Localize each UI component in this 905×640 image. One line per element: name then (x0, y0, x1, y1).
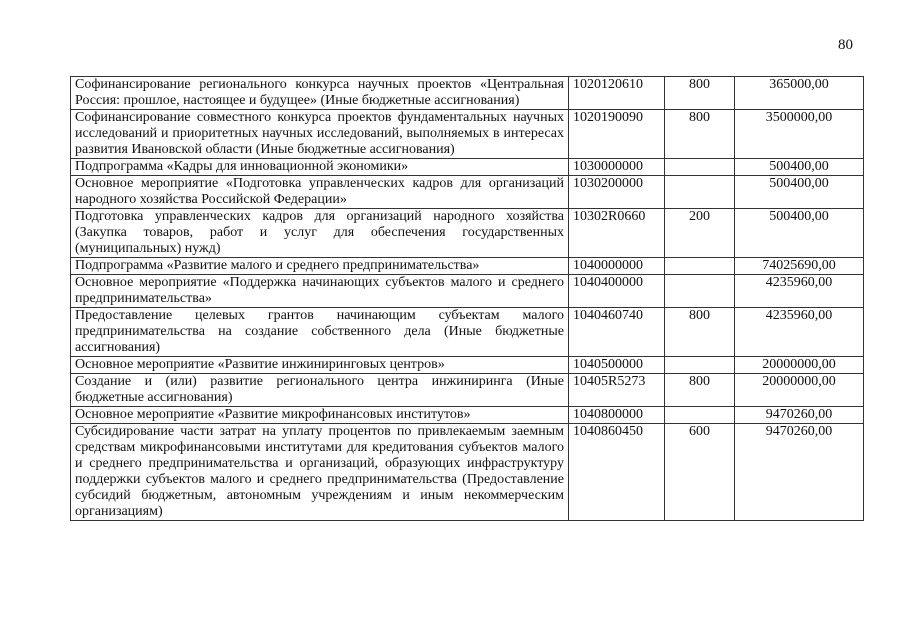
row-name: Софинансирование совместного конкурса проектов фундаментальных научных исследований и приоритетных научных исследований, выполняемых в интересах развития Ивановской области (Иные бюджетные ассигнования) (71, 110, 569, 159)
row-amount: 9470260,00 (735, 424, 864, 521)
row-name: Субсидирование части затрат на уплату процентов по привлекаемым заемным средствам микрофинансовыми институтами для кредитования субъектов малого и среднего предпринимательства и организаций, образующих инфраструктуру поддержки субъектов малого и среднего предпринимательства (Предоставление субсидий бюджетным, автономным учреждениям и иным некоммерческим организациям) (71, 424, 569, 521)
row-name: Софинансирование регионального конкурса научных проектов «Центральная Россия: прошлое, настоящее и будущее» (Иные бюджетные ассигнования) (71, 77, 569, 110)
row-amount: 20000000,00 (735, 357, 864, 374)
row-code: 1040500000 (569, 357, 665, 374)
table-row (71, 110, 864, 159)
row-amount: 4235960,00 (735, 308, 864, 357)
table-row (71, 357, 864, 374)
row-code: 1030200000 (569, 176, 665, 209)
table-row (71, 209, 864, 258)
row-type (665, 357, 735, 374)
row-name: Подготовка управленческих кадров для организаций народного хозяйства (Закупка товаров, работ и услуг для обеспечения государственных (муниципальных) нужд) (71, 209, 569, 258)
row-type (665, 159, 735, 176)
row-type: 600 (665, 424, 735, 521)
row-code: 1040000000 (569, 258, 665, 275)
row-amount: 500400,00 (735, 159, 864, 176)
row-amount: 20000000,00 (735, 374, 864, 407)
table-row (71, 308, 864, 357)
row-name: Предоставление целевых грантов начинающим субъектам малого предпринимательства на создание собственного дела (Иные бюджетные ассигнования) (71, 308, 569, 357)
row-code: 1040460740 (569, 308, 665, 357)
row-amount: 3500000,00 (735, 110, 864, 159)
row-name: Основное мероприятие «Развитие инжиниринговых центров» (71, 357, 569, 374)
row-name: Основное мероприятие «Поддержка начинающих субъектов малого и среднего предпринимательства» (71, 275, 569, 308)
row-amount: 500400,00 (735, 209, 864, 258)
table-row (71, 159, 864, 176)
table-row (71, 374, 864, 407)
row-code: 10405R5273 (569, 374, 665, 407)
row-code: 10302R0660 (569, 209, 665, 258)
row-code: 1020190090 (569, 110, 665, 159)
row-code: 1040860450 (569, 424, 665, 521)
page-number: 80 (838, 37, 853, 53)
row-amount: 4235960,00 (735, 275, 864, 308)
table-row (71, 77, 864, 110)
budget-table (70, 76, 864, 521)
row-name: Основное мероприятие «Подготовка управленческих кадров для организаций народного хозяйства Российской Федерации» (71, 176, 569, 209)
row-name: Подпрограмма «Кадры для инновационной экономики» (71, 159, 569, 176)
row-type: 800 (665, 308, 735, 357)
row-code: 1020120610 (569, 77, 665, 110)
row-name: Создание и (или) развитие регионального центра инжиниринга (Иные бюджетные ассигнования) (71, 374, 569, 407)
table-row (71, 407, 864, 424)
table-row (71, 424, 864, 521)
row-code: 1030000000 (569, 159, 665, 176)
row-code: 1040800000 (569, 407, 665, 424)
row-code: 1040400000 (569, 275, 665, 308)
row-name: Основное мероприятие «Развитие микрофинансовых институтов» (71, 407, 569, 424)
row-type (665, 275, 735, 308)
row-type: 800 (665, 110, 735, 159)
table-row (71, 176, 864, 209)
row-type (665, 176, 735, 209)
row-amount: 365000,00 (735, 77, 864, 110)
row-type: 800 (665, 374, 735, 407)
row-type: 200 (665, 209, 735, 258)
row-type (665, 407, 735, 424)
table-row (71, 275, 864, 308)
row-amount: 74025690,00 (735, 258, 864, 275)
row-amount: 9470260,00 (735, 407, 864, 424)
row-type (665, 258, 735, 275)
row-type: 800 (665, 77, 735, 110)
row-amount: 500400,00 (735, 176, 864, 209)
row-name: Подпрограмма «Развитие малого и среднего предпринимательства» (71, 258, 569, 275)
table-row (71, 258, 864, 275)
